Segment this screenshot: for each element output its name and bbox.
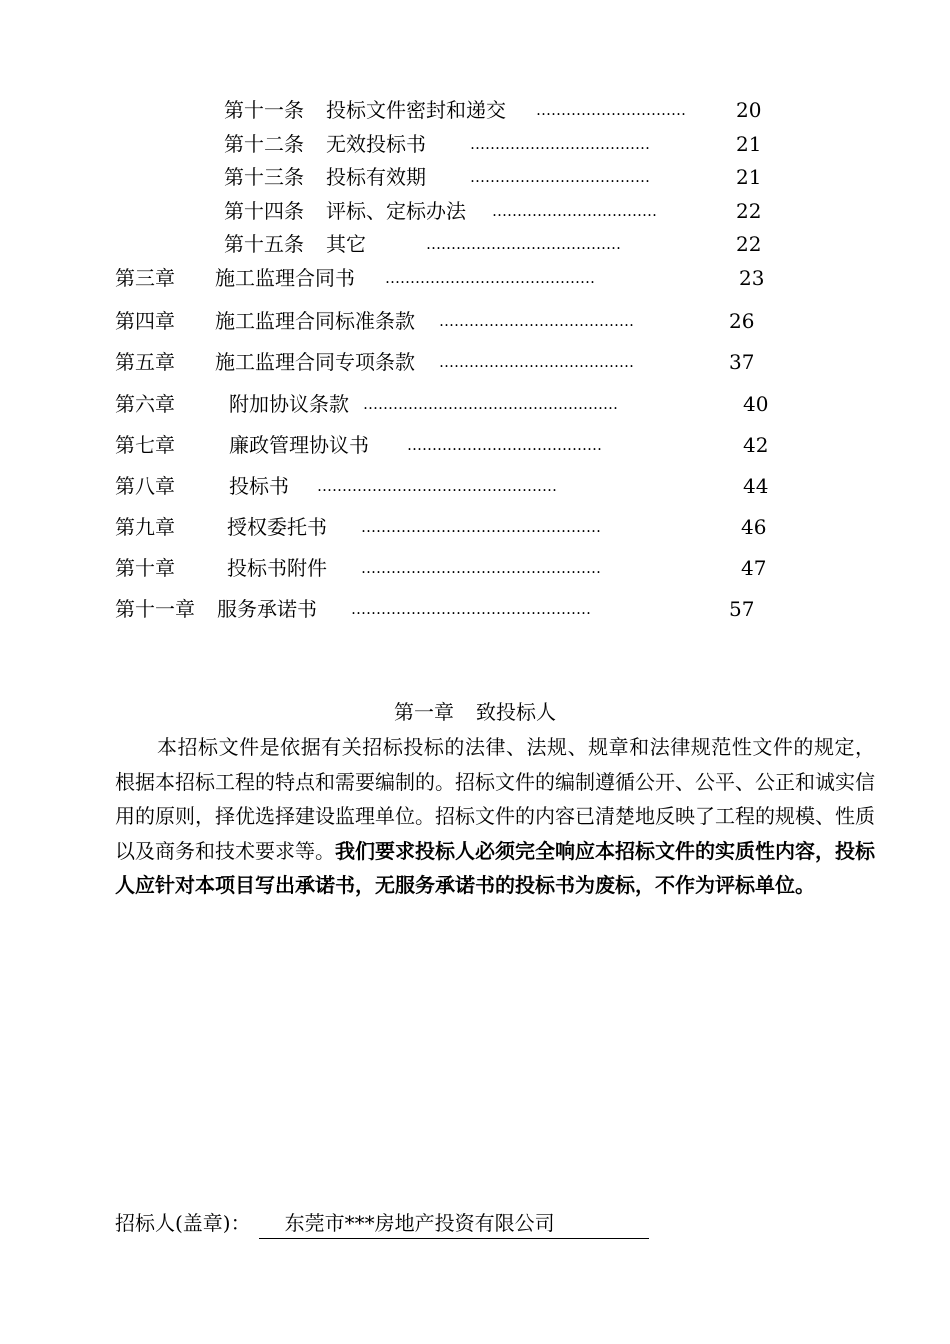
toc-dots: ……………………………………: [385, 269, 595, 287]
toc-chapter-title: 服务承诺书: [217, 597, 317, 621]
chapter-heading-label: 第一章: [394, 700, 454, 724]
toc-article-label: 第十五条: [224, 232, 304, 256]
intro-paragraph: [115, 730, 875, 903]
toc-dots: ………………………………: [470, 168, 650, 186]
toc-page-number: 40: [743, 392, 769, 416]
toc-dots: …………………………………: [407, 436, 602, 454]
toc-chapter-label: 第十一章: [115, 597, 195, 621]
toc-dots: …………………………………………: [317, 477, 557, 495]
toc-chapter-title: 施工监理合同标准条款: [215, 309, 415, 333]
toc-chapter-row: [115, 472, 775, 500]
toc-chapter-label: 第六章: [115, 392, 175, 416]
intro-emphasis-text: 我们要求投标人必须完全响应本招标文件的实质性内容，投标人应针对本项目写出承诺书，无服务承诺书的投标书为废标，不作为评标单位。: [115, 838, 875, 897]
toc-chapter-row: [115, 264, 775, 292]
toc-page-number: 47: [741, 556, 767, 580]
toc-article-label: 第十一条: [224, 98, 304, 122]
toc-chapter-label: 第四章: [115, 309, 175, 333]
chapter-heading: [0, 696, 950, 725]
toc-article-title: 投标有效期: [326, 165, 426, 189]
toc-chapter-title: 施工监理合同书: [215, 266, 355, 290]
toc-chapter-title: 投标书: [229, 474, 289, 498]
chapter-heading-title: 致投标人: [476, 700, 556, 724]
toc-dots: …………………………………: [439, 353, 634, 371]
toc-chapter-row: [115, 390, 775, 418]
toc-chapter-title: 附加协议条款: [229, 392, 349, 416]
toc-article-row: [224, 230, 764, 258]
toc-dots: …………………………………: [426, 235, 621, 253]
toc-chapter-label: 第七章: [115, 433, 175, 457]
toc-page-number: 21: [736, 132, 762, 156]
toc-chapter-row: [115, 348, 775, 376]
toc-article-label: 第十二条: [224, 132, 304, 156]
toc-page-number: 42: [743, 433, 769, 457]
toc-dots: …………………………………………: [361, 518, 601, 536]
toc-chapter-label: 第五章: [115, 350, 175, 374]
toc-chapter-row: [115, 554, 775, 582]
toc-chapter-label: 第十章: [115, 556, 175, 580]
toc-article-row: [224, 163, 764, 191]
signature-line: [115, 1208, 649, 1239]
toc-article-title: 评标、定标办法: [326, 199, 466, 223]
toc-chapter-label: 第三章: [115, 266, 175, 290]
toc-page-number: 20: [736, 98, 762, 122]
toc-article-row: [224, 130, 764, 158]
signature-label: 招标人(盖章)：: [115, 1211, 251, 1235]
toc-article-title: 投标文件密封和递交: [326, 98, 506, 122]
toc-article-title: 其它: [326, 232, 366, 256]
company-name: 东莞市***房地产投资有限公司: [259, 1208, 649, 1239]
toc-article-row: [224, 197, 764, 225]
toc-chapter-title: 授权委托书: [227, 515, 327, 539]
toc-chapter-title: 投标书附件: [227, 556, 327, 580]
toc-chapter-label: 第九章: [115, 515, 175, 539]
toc-page-number: 21: [736, 165, 762, 189]
toc-page-number: 26: [729, 309, 755, 333]
toc-chapter-label: 第八章: [115, 474, 175, 498]
toc-dots: ………………………………: [470, 135, 650, 153]
toc-dots: ……………………………: [492, 202, 657, 220]
toc-article-label: 第十三条: [224, 165, 304, 189]
toc-dots: ……………………………………………: [363, 395, 618, 413]
toc-article-label: 第十四条: [224, 199, 304, 223]
toc-dots: …………………………………: [439, 312, 634, 330]
toc-page-number: 22: [736, 199, 762, 223]
toc-chapter-row: [115, 595, 775, 623]
toc-page-number: 23: [739, 266, 765, 290]
toc-chapter-row: [115, 431, 775, 459]
toc-chapter-title: 施工监理合同专项条款: [215, 350, 415, 374]
toc-page-number: 44: [743, 474, 769, 498]
toc-dots: …………………………………………: [351, 600, 591, 618]
toc-dots: …………………………: [536, 101, 686, 119]
toc-article-row: [224, 96, 764, 124]
toc-page-number: 37: [729, 350, 755, 374]
toc-dots: …………………………………………: [361, 559, 601, 577]
toc-page-number: 46: [741, 515, 767, 539]
toc-page-number: 22: [736, 232, 762, 256]
intro-text: 本招标文件是依据有关招标投标的法律、法规、规章和法律规范性文件的规定，根据本招标工程的特点和需要编制的。招标文件的编制遵循公开、公平、公正和诚实信用的原则，择优选择建设监理单位。招标文件的内容已清楚地反映了工程的规模、性质以及商务和技术要求等。: [115, 735, 875, 863]
toc-chapter-row: [115, 513, 775, 541]
toc-article-title: 无效投标书: [326, 132, 426, 156]
toc-chapter-row: [115, 307, 775, 335]
toc-page-number: 57: [729, 597, 755, 621]
toc-chapter-title: 廉政管理协议书: [229, 433, 369, 457]
